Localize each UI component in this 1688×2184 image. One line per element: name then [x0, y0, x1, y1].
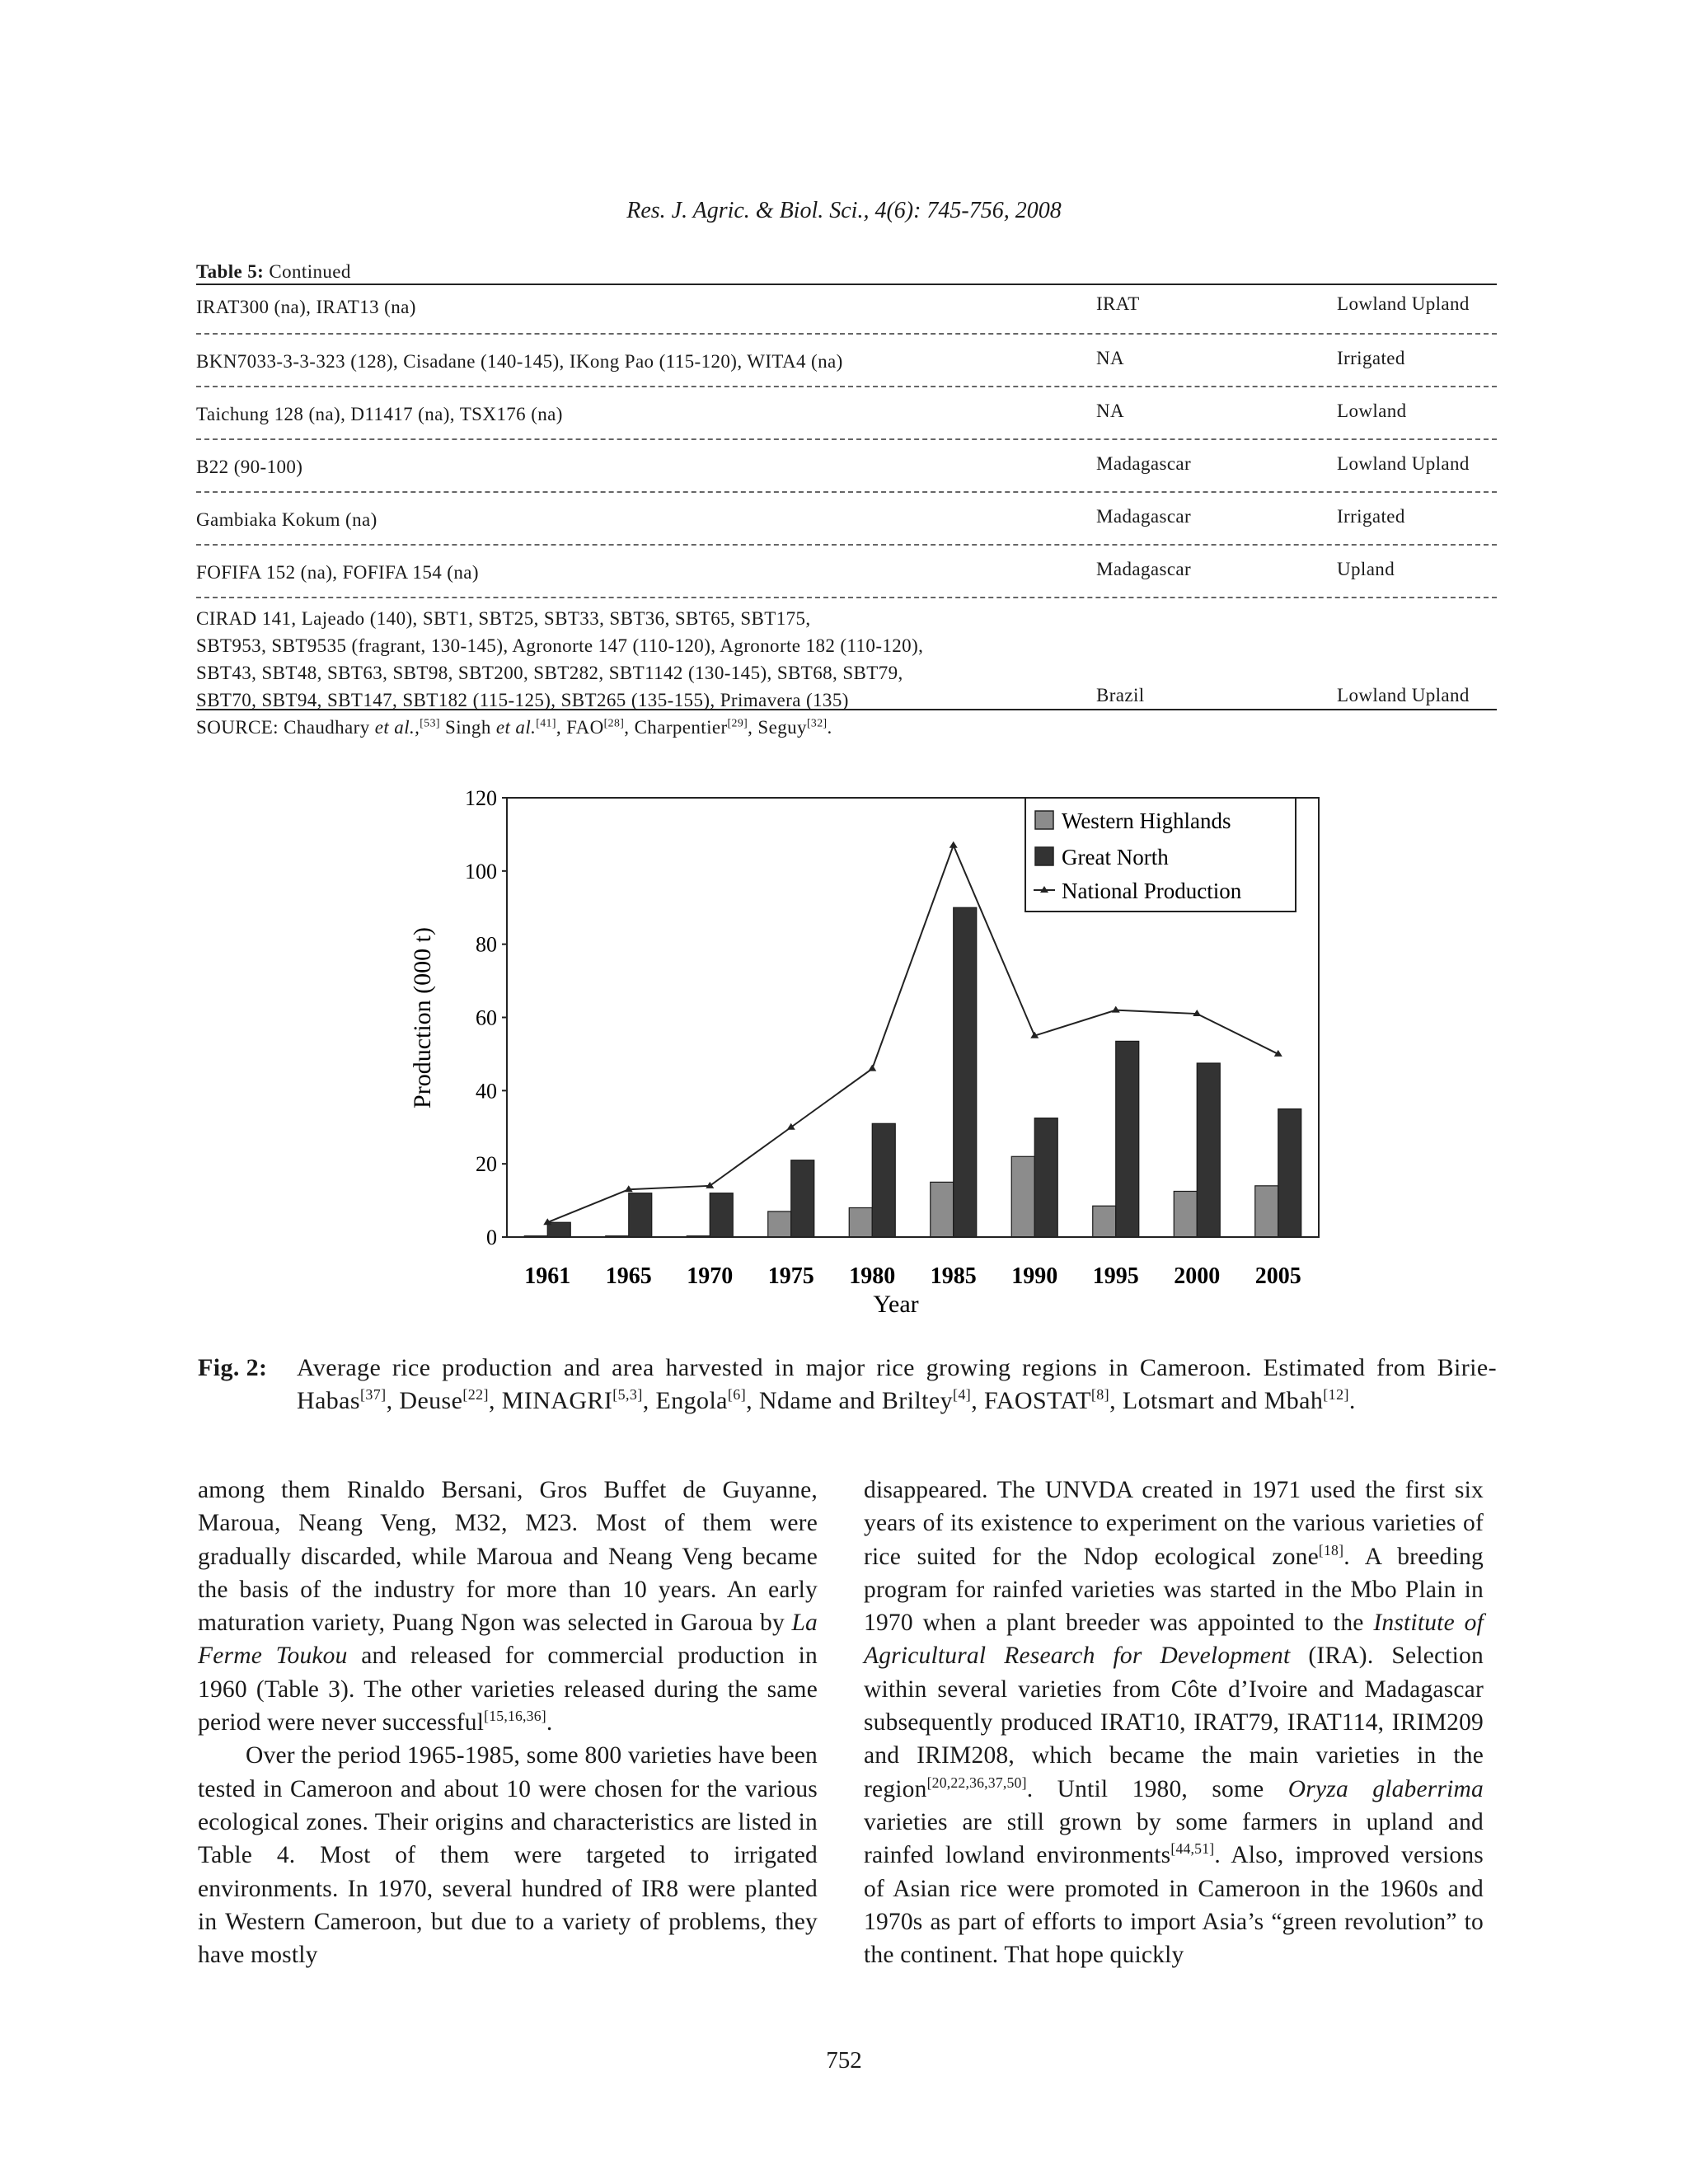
- x-tick-label: 1965: [605, 1263, 652, 1289]
- figure-2-chart: [396, 775, 1327, 1339]
- caption-text: .: [1348, 1387, 1356, 1414]
- table-row: [196, 546, 1497, 598]
- citation: [44,51]: [1170, 1840, 1215, 1858]
- table-5: [196, 260, 1497, 740]
- paragraph: Over the period 1965-1985, some 800 varieties have been tested in Cameroon and about 10 were chosen for the various ecological zones. Their origins and characteristics are listed in Table 4. Most of them were targeted to irrigated environments. In 1970, several hundred of IR8 were planted in Western Cameroon, but due to a variety of problems, they have mostly: [198, 1742, 818, 1969]
- caption-ref: [22]: [462, 1386, 489, 1403]
- italic-text: Oryza glaberrima: [1287, 1775, 1484, 1802]
- x-tick-label: 2000: [1174, 1263, 1221, 1289]
- bar-western-highlands: [768, 1212, 791, 1237]
- table-row: [196, 387, 1497, 440]
- caption-text: , Ndame and Briltey: [746, 1387, 953, 1414]
- paragraph-text: and released for commercial production in 1960 (Table 3). The other varieties released during the same period were never successful: [198, 1643, 818, 1736]
- cell-origin: Madagascar: [1096, 453, 1192, 474]
- x-tick-label: 1985: [930, 1263, 977, 1289]
- caption-ref: [8]: [1090, 1386, 1110, 1403]
- national-production-point: [950, 841, 958, 848]
- body-column-right: [864, 1474, 1484, 1971]
- table-caption: [196, 260, 1497, 285]
- cell-ecology: Lowland: [1337, 401, 1407, 421]
- y-axis-label: Production (000 t): [409, 927, 436, 1108]
- table-row: [196, 493, 1497, 546]
- caption-ref: [37]: [359, 1386, 387, 1403]
- cell-origin: NA: [1096, 401, 1125, 421]
- production-chart: [396, 775, 1327, 1335]
- y-tick-label: 40: [476, 1079, 497, 1104]
- cell-varieties: B22 (90-100): [196, 457, 303, 477]
- cell-varieties: Taichung 128 (na), D11417 (na), TSX176 (na): [196, 404, 563, 424]
- citation: [20,22,36,37,50]: [926, 1774, 1027, 1791]
- x-axis-label: Year: [873, 1291, 919, 1318]
- y-tick-label: 60: [476, 1005, 497, 1030]
- bar-western-highlands: [1255, 1186, 1278, 1237]
- y-tick-label: 20: [476, 1152, 497, 1177]
- source-etal: et al.: [495, 717, 537, 738]
- national-production-point: [868, 1065, 876, 1071]
- caption-ref: [6]: [727, 1386, 747, 1403]
- caption-ref: [12]: [1323, 1386, 1349, 1403]
- cell-ecology: Upland: [1337, 559, 1395, 579]
- bar-great-north: [872, 1123, 895, 1237]
- y-axis-ticks: [465, 786, 507, 1249]
- x-tick-label: 1980: [849, 1263, 896, 1289]
- bar-great-north: [1116, 1041, 1139, 1237]
- paragraph-text: . Until 1980, some: [1026, 1775, 1288, 1802]
- caption-text: , Engola: [642, 1387, 728, 1414]
- cell-varieties: FOFIFA 152 (na), FOFIFA 154 (na): [196, 562, 479, 583]
- x-tick-label: 2005: [1254, 1263, 1301, 1289]
- cell-line: CIRAD 141, Lajeado (140), SBT1, SBT25, SBT33, SBT36, SBT65, SBT175,: [196, 608, 811, 629]
- legend-label-national-production: National Production: [1062, 879, 1242, 903]
- cell-varieties: IRAT300 (na), IRAT13 (na): [196, 297, 416, 317]
- caption-text: Average rice production and area harvested in major rice growing regions in Cameroon. Estimated from Birie-Habas: [297, 1354, 1497, 1414]
- bar-great-north: [954, 907, 977, 1237]
- national-production-point: [706, 1182, 714, 1188]
- source-ref: [28]: [603, 716, 625, 729]
- source-ref: [53]: [420, 716, 440, 729]
- paragraph: [864, 1474, 1484, 1971]
- paragraph-text: disappeared. The UNVDA created in 1971 used the first six years of its existence to experiment on the various varieties of rice suited for the Ndop ecological zone: [864, 1477, 1484, 1570]
- caption-text: , Deuse: [386, 1387, 463, 1414]
- source-etal: et al.,: [374, 717, 420, 738]
- cell-ecology: Lowland Upland: [1337, 453, 1470, 474]
- cell-varieties: BKN7033-3-3-323 (128), Cisadane (140-145), IKong Pao (115-120), WITA4 (na): [196, 351, 843, 372]
- cell-ecology: Irrigated: [1337, 506, 1405, 527]
- caption-text: , FAOSTAT: [971, 1387, 1091, 1414]
- italic-text: Institute of Agricultural Research for Development: [864, 1610, 1484, 1670]
- national-production-point: [787, 1123, 795, 1130]
- x-axis-ticks: [524, 1263, 1301, 1289]
- source-text: , Seguy: [748, 717, 807, 738]
- paragraph-text: varieties are still grown by some farmers in upland and rainfed lowland environments: [864, 1808, 1484, 1869]
- legend-swatch-western-highlands: [1035, 811, 1053, 829]
- y-tick-label: 120: [465, 786, 497, 810]
- x-tick-label: 1990: [1011, 1263, 1058, 1289]
- citation: [15,16,36]: [484, 1708, 546, 1725]
- paragraph: [198, 1474, 818, 1739]
- bar-great-north: [1034, 1118, 1057, 1237]
- source-ref: [29]: [727, 716, 748, 729]
- source-text: Singh: [439, 717, 496, 738]
- body-column-left: [198, 1474, 818, 1971]
- y-tick-label: 100: [465, 859, 497, 883]
- legend-label-western-highlands: Western Highlands: [1062, 808, 1231, 833]
- bar-western-highlands: [931, 1182, 954, 1237]
- y-tick-label: 0: [486, 1226, 497, 1249]
- legend-label-great-north: Great North: [1062, 845, 1169, 869]
- italic-text: La Ferme Toukou: [198, 1610, 818, 1670]
- paragraph-text: . Also, improved versions of Asian rice were promoted in Cameroon in the 1960s and 1970s as part of efforts to import Asia’s “green revolution” to the continent. That hope quickly: [864, 1842, 1484, 1969]
- table-row: [196, 598, 1497, 710]
- source-text: , FAO: [556, 717, 604, 738]
- figure-label: Fig. 2:: [198, 1354, 268, 1381]
- national-production-point: [1112, 1006, 1120, 1013]
- bar-western-highlands: [1093, 1206, 1116, 1237]
- source-text: , Charpentier: [624, 717, 728, 738]
- paragraph-text: . A breeding program for rainfed varieties was started in the Mbo Plain in 1970 when a plant breeder was appointed to the: [864, 1543, 1484, 1637]
- cell-origin: Madagascar: [1096, 506, 1192, 527]
- x-tick-label: 1975: [767, 1263, 814, 1289]
- table-row: [196, 285, 1497, 335]
- citation: [18]: [1318, 1541, 1344, 1558]
- x-tick-label: 1995: [1092, 1263, 1139, 1289]
- table-source: [196, 715, 1497, 740]
- caption-ref: [5,3]: [612, 1386, 643, 1403]
- caption-text: , Lotsmart and Mbah: [1109, 1387, 1324, 1414]
- journal-header: Res. J. Agric. & Biol. Sci., 4(6): 745-756, 2008: [626, 198, 1062, 223]
- cell-line: SBT43, SBT48, SBT63, SBT98, SBT200, SBT282, SBT1142 (130-145), SBT68, SBT79,: [196, 663, 903, 683]
- bar-great-north: [1197, 1063, 1220, 1237]
- caption-text: , MINAGRI: [488, 1387, 613, 1414]
- cell-line: SBT70, SBT94, SBT147, SBT182 (115-125), SBT265 (135-155), Primavera (135): [196, 690, 849, 710]
- y-tick-label: 80: [476, 932, 497, 957]
- cell-ecology: Lowland Upland: [1337, 685, 1470, 705]
- source-text: SOURCE: Chaudhary: [196, 717, 375, 738]
- figure-caption: [198, 1352, 1497, 1418]
- paragraph-text: (IRA). Selection within several varieties from Côte d’Ivoire and Madagascar subsequently produced IRAT10, IRAT79, IRAT114, IRIM209 and IRIM208, which became the main varieties in the region: [864, 1643, 1484, 1802]
- source-ref: [41]: [536, 716, 556, 729]
- legend: [1025, 798, 1296, 912]
- cell-ecology: Lowland Upland: [1337, 293, 1470, 314]
- table-row: [196, 335, 1497, 387]
- bar-great-north: [710, 1193, 733, 1237]
- paragraph-text: among them Rinaldo Bersani, Gros Buffet de Guyanne, Maroua, Neang Veng, M32, M23. Most of them were gradually discarded, while Maroua and Neang Veng became the basis of the industry for more than 10 years. An early maturation variety, Puang Ngon was selected in Garoua by: [198, 1477, 818, 1637]
- cell-varieties: Gambiaka Kokum (na): [196, 509, 377, 530]
- cell-varieties: [196, 605, 923, 714]
- cell-origin: NA: [1096, 348, 1125, 368]
- table-caption-text: Continued: [264, 261, 351, 282]
- page-number: 752: [826, 2047, 862, 2074]
- table-row: [196, 440, 1497, 493]
- cell-origin: IRAT: [1096, 293, 1140, 314]
- cell-ecology: Irrigated: [1337, 348, 1405, 368]
- bar-western-highlands: [849, 1207, 872, 1237]
- cell-origin: Madagascar: [1096, 559, 1192, 579]
- source-ref: [32]: [806, 716, 828, 729]
- caption-ref: [4]: [952, 1386, 972, 1403]
- paragraph-text: .: [546, 1709, 553, 1736]
- x-tick-label: 1961: [524, 1263, 571, 1289]
- figure-caption-text: [297, 1352, 1497, 1418]
- bar-great-north: [629, 1193, 652, 1237]
- bar-western-highlands: [1011, 1156, 1034, 1237]
- bar-great-north: [1278, 1109, 1301, 1237]
- cell-origin: Brazil: [1096, 685, 1145, 705]
- bar-western-highlands: [1174, 1191, 1197, 1237]
- cell-line: SBT953, SBT9535 (fragrant, 130-145), Agronorte 147 (110-120), Agronorte 182 (110-120),: [196, 635, 924, 656]
- legend-swatch-great-north: [1035, 847, 1053, 865]
- x-tick-label: 1970: [687, 1263, 734, 1289]
- source-text: .: [827, 717, 832, 738]
- table-caption-label: Table 5:: [196, 261, 265, 282]
- bar-great-north: [791, 1160, 814, 1237]
